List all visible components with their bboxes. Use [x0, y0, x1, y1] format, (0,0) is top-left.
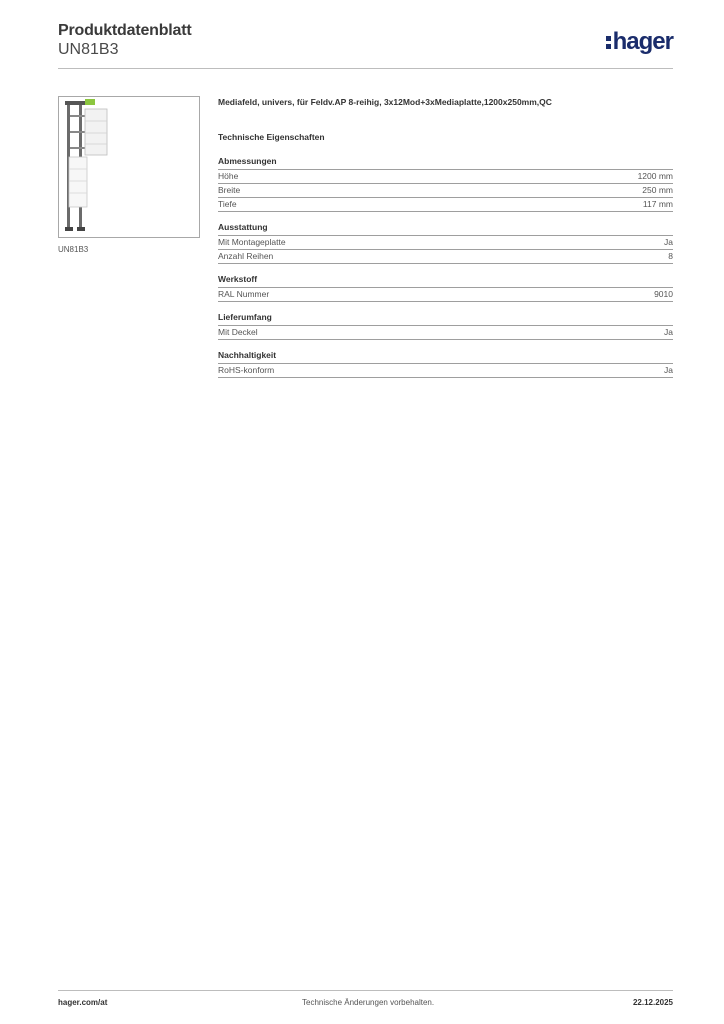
logo-text: hager [612, 28, 673, 55]
section-equipment [218, 222, 673, 264]
hager-logo [606, 28, 673, 56]
section-material [218, 274, 673, 302]
row-value: 8 [668, 251, 673, 261]
page-header [58, 22, 673, 68]
section-title: Nachhaltigkeit [218, 350, 673, 364]
footer-website-link[interactable]: hager.com/at [58, 998, 108, 1007]
footer-date: 22.12.2025 [632, 998, 673, 1007]
row-label: Mit Montageplatte [218, 237, 286, 247]
section-title: Werkstoff [218, 274, 673, 288]
table-row [218, 198, 673, 212]
row-value: Ja [664, 327, 673, 337]
row-value: 1200 mm [637, 171, 673, 181]
row-value: 250 mm [642, 185, 673, 195]
section-title: Ausstattung [218, 222, 673, 236]
product-code: UN81B3 [58, 41, 119, 58]
product-content [218, 96, 673, 378]
footer-divider [58, 990, 673, 991]
table-row [218, 170, 673, 184]
section-dimensions [218, 156, 673, 212]
product-image [58, 96, 200, 238]
section-sustainability [218, 350, 673, 378]
row-label: Breite [218, 185, 241, 195]
technical-properties-heading: Technische Eigenschaften [218, 132, 325, 142]
table-row [218, 364, 673, 378]
product-description: Mediafeld, univers, für Feldv.AP 8-reihig, 3x12Mod+3xMediaplatte,1200x250mm,QC [218, 97, 552, 107]
distribution-board-icon [59, 97, 199, 237]
row-label: RAL Nummer [218, 289, 270, 299]
table-row [218, 184, 673, 198]
table-row [218, 236, 673, 250]
row-label: Anzahl Reihen [218, 251, 274, 261]
table-row [218, 326, 673, 340]
logo-dots-icon [606, 33, 611, 50]
row-value: 9010 [654, 289, 673, 299]
section-title: Lieferumfang [218, 312, 673, 326]
header-divider [58, 68, 673, 69]
row-value: 117 mm [642, 199, 673, 209]
table-row [218, 250, 673, 264]
row-label: Höhe [218, 171, 239, 181]
row-label: Tiefe [218, 199, 237, 209]
section-title: Abmessungen [218, 156, 673, 170]
section-scope-of-delivery [218, 312, 673, 340]
image-caption: UN81B3 [58, 245, 89, 254]
row-value: Ja [664, 365, 673, 375]
row-value: Ja [664, 237, 673, 247]
document-title: Produktdatenblatt [58, 22, 192, 39]
table-row [218, 288, 673, 302]
row-label: Mit Deckel [218, 327, 258, 337]
footer-notice: Technische Änderungen vorbehalten. [302, 998, 435, 1007]
row-label: RoHS-konform [218, 365, 275, 375]
